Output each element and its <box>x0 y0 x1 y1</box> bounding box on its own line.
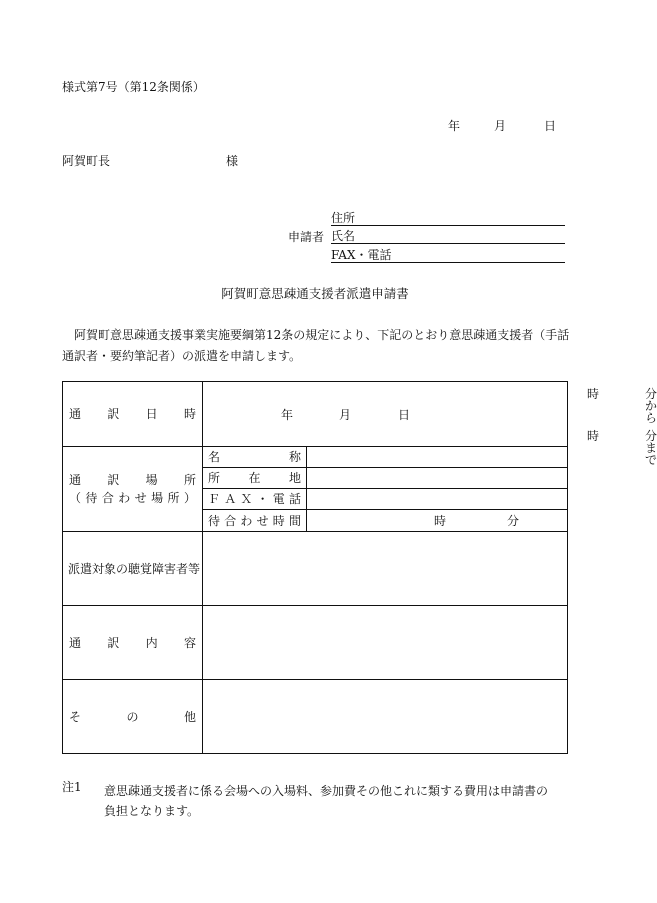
hour-from: 時 <box>587 387 600 401</box>
applicant-address-label: 住所 <box>331 211 356 225</box>
loc-wait-char: 合 <box>224 513 237 528</box>
form-number: 様式第7号（第12条関係） <box>62 80 205 94</box>
date-year: 年 <box>448 119 461 133</box>
loc-contact-char: 話 <box>288 492 301 506</box>
applicant-name-field[interactable] <box>331 229 565 244</box>
location-label-char: 訳 <box>107 473 120 487</box>
date-day: 日 <box>544 119 557 133</box>
loc-wait-char: わ <box>240 513 253 528</box>
datetime-label-char: 時 <box>183 407 196 421</box>
minute-from: 分から <box>645 387 657 425</box>
content-label <box>63 606 203 680</box>
location-sub-char: 所 <box>167 491 180 505</box>
applicant-name-label: 氏名 <box>331 229 356 243</box>
document-title: 阿賀町意思疎通支援者派遣申請書 <box>221 286 409 301</box>
target-row <box>63 532 568 606</box>
location-address-label <box>203 468 307 489</box>
location-label-char: 所 <box>183 473 196 487</box>
note-text: 意思疎通支援者に係る会場への入場料、参加費その他これに類する費用は申請書の負担となります。 <box>104 784 549 818</box>
minute-to: 分まで <box>645 429 657 467</box>
dt-day: 日 <box>398 408 411 422</box>
location-sub-char: 場 <box>151 491 164 505</box>
dt-month: 月 <box>339 408 352 422</box>
location-contact-value[interactable] <box>307 489 568 510</box>
datetime-value-cell[interactable] <box>203 382 657 467</box>
location-sub-char: わ <box>118 491 131 505</box>
location-name-label <box>203 447 307 468</box>
hour-to: 時 <box>587 429 600 443</box>
other-value[interactable] <box>203 680 568 754</box>
loc-address-char: 在 <box>248 471 261 485</box>
loc-contact-char: ・ <box>256 492 269 506</box>
loc-contact-char: 電 <box>272 492 285 506</box>
content-row <box>63 606 568 680</box>
location-sub-char: 待 <box>85 491 98 505</box>
location-wait-value[interactable] <box>307 510 568 532</box>
applicant-label: 申請者 <box>288 230 325 244</box>
other-label-char: の <box>126 709 139 724</box>
location-sub-char: 合 <box>101 491 114 505</box>
location-sub-char: せ <box>134 491 147 505</box>
datetime-row <box>63 382 568 447</box>
application-table <box>62 381 657 754</box>
location-name-row <box>63 447 568 468</box>
addressee-suffix: 様 <box>226 154 239 168</box>
content-label-char: 訳 <box>107 635 120 650</box>
loc-wait-char: 間 <box>288 513 301 528</box>
loc-contact-char: Ａ <box>224 492 237 506</box>
datetime-label-char: 通 <box>69 407 82 421</box>
loc-wait-char: 待 <box>208 513 221 528</box>
wait-hour: 時 <box>434 514 447 528</box>
datetime-label-char: 訳 <box>107 407 120 421</box>
other-label <box>63 680 203 754</box>
location-name-value[interactable] <box>307 447 568 468</box>
applicant-contact-field[interactable] <box>331 248 565 263</box>
target-label <box>63 532 203 606</box>
other-label-char: 他 <box>183 709 196 724</box>
content-label-char: 通 <box>69 635 82 650</box>
location-contact-label <box>203 489 307 510</box>
target-value[interactable] <box>203 532 568 606</box>
loc-address-char: 所 <box>208 471 221 485</box>
applicant-contact-label: FAX・電話 <box>331 248 392 262</box>
location-label-char: 場 <box>145 473 158 487</box>
addressee: 阿賀町長 <box>62 154 111 168</box>
note-mark: 注1 <box>62 780 82 794</box>
loc-wait-char: 時 <box>272 513 285 528</box>
other-row <box>63 680 568 754</box>
content-value[interactable] <box>203 606 568 680</box>
content-label-char: 容 <box>183 635 196 650</box>
body-text: 阿賀町意思疎通支援事業実施要綱第12条の規定により、下記のとおり意思疎通支援者（手話通訳者・要約筆記者）の派遣を申請します。 <box>62 328 570 363</box>
loc-name-char: 称 <box>288 450 301 464</box>
wait-minute: 分 <box>507 514 520 528</box>
loc-wait-char: せ <box>256 513 269 528</box>
location-sub-char: ） <box>183 491 196 505</box>
location-label-char: 通 <box>69 473 82 487</box>
dt-year: 年 <box>281 408 294 422</box>
other-label-char: そ <box>69 709 82 724</box>
loc-contact-char: Ｆ <box>208 492 221 506</box>
applicant-address-field[interactable] <box>331 211 565 226</box>
loc-address-char: 地 <box>288 471 301 485</box>
location-wait-label <box>203 510 307 532</box>
datetime-label-char: 日 <box>145 407 158 421</box>
location-sub-char: （ <box>69 491 82 505</box>
loc-name-char: 名 <box>208 450 221 464</box>
date-month: 月 <box>494 119 507 133</box>
target-label-text: 派遣対象の聴覚障害者等 <box>68 561 201 576</box>
datetime-label <box>63 382 203 447</box>
loc-contact-char: Ｘ <box>240 492 253 506</box>
content-label-char: 内 <box>145 635 158 650</box>
location-label <box>63 447 203 532</box>
location-address-value[interactable] <box>307 468 568 489</box>
